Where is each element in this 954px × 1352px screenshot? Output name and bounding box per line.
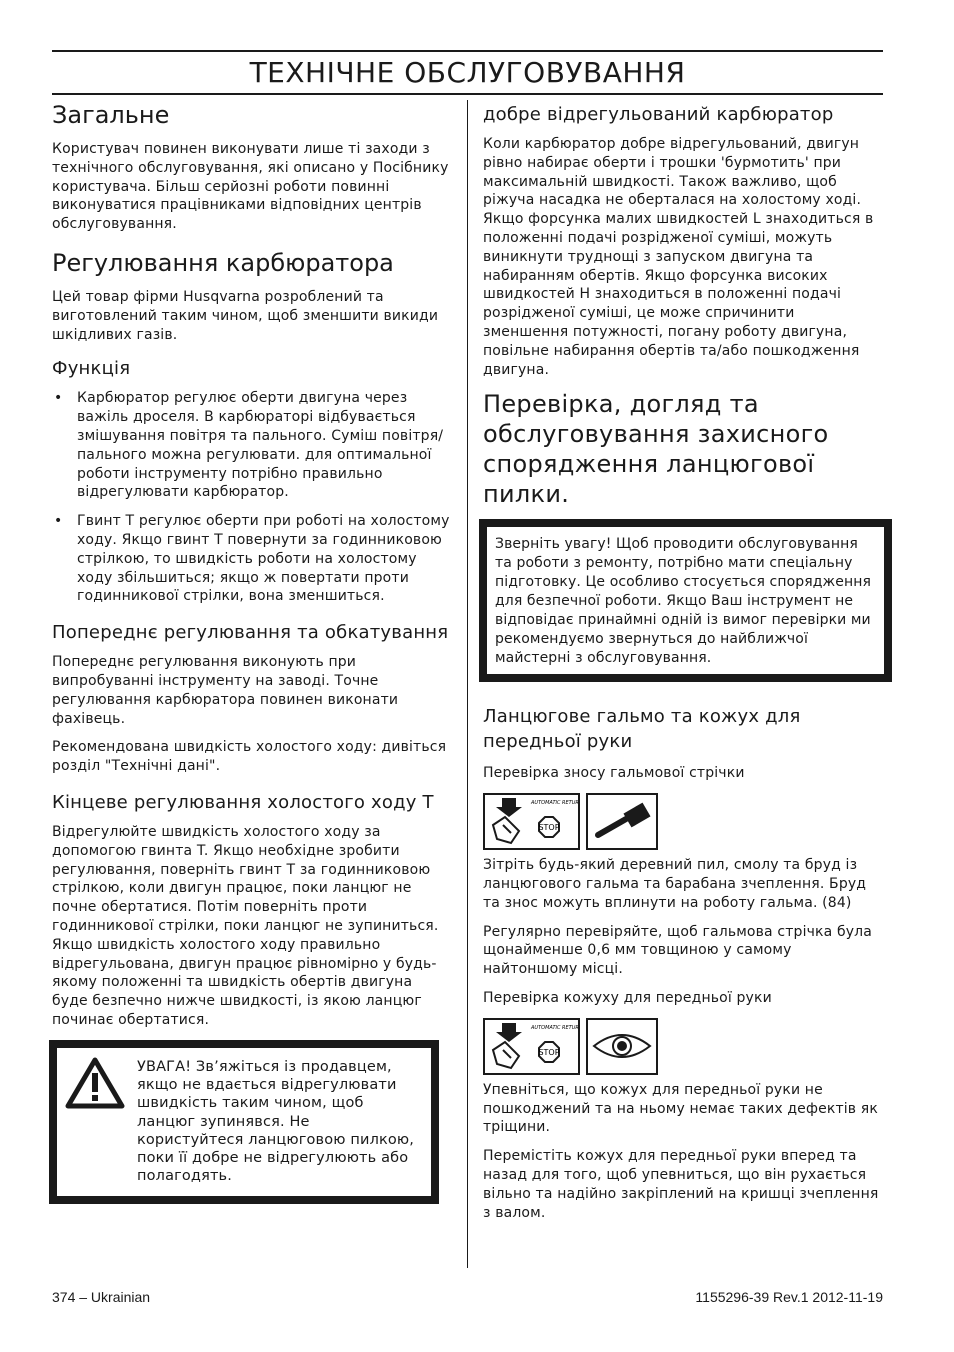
- wear-text-2: Регулярно перевіряйте, щоб гальмова стрічка була щонайменше 0,6 мм товщиною у самому найтоншому місці.: [483, 923, 873, 978]
- automatic-return-label: AUTOMATIC RETURN: [531, 1024, 578, 1031]
- tuned-text: Коли карбюратор добре відрегульований, двигун рівно набирає оберти і трошки 'бурмотить' при максимальній швидкості. Також важливо, щоб ріжуча насадка не оберталася на холостому ході. Якщо форсунка малих швидкостей L знаходиться в положенні подачі розрідженої суміші, можуть виникнути труднощі з запуском двигуна та набиранням обертів. Якщо форсунка високих швидкостей H знаходиться в положенні подачі розрідженої суміші, це може спричинити зменшення потужності, погану роботу двигуна, повільне набирання обертів та/або пошкодження двигуна.: [483, 136, 874, 378]
- carburettor-text: Цей товар фірми Husqvarna розроблений та виготовлений таким чином, щоб зменшити викиди шкідливих газів.: [52, 288, 439, 343]
- eye-icon: [586, 1018, 658, 1075]
- guard-check-label: Перевірка кожуху для передньої руки: [483, 989, 772, 1006]
- automatic-return-label: AUTOMATIC RETURN: [531, 800, 578, 807]
- list-item: • Карбюратор регулює оберти двигуна через важіль дроселя. В карбюраторі відбувається змішування повітря та пального. Суміш повітря/пального можна регулювати. для оптимальної роботи інструменту потрібно правильно відрегулювати карбюратор.: [54, 390, 444, 501]
- warning-box: [49, 1040, 439, 1204]
- guard-icons: [483, 1018, 883, 1075]
- page-title: ТЕХНІЧНЕ ОБСЛУГОВУВАННЯ: [249, 56, 686, 89]
- stop-label: STOP: [538, 823, 560, 833]
- bullet: •: [54, 390, 63, 407]
- preliminary-text-1: Попереднє регулювання виконують при випробуванні інструменту на заводі. Точне регулювання карбюратора повинен виконати фахівець.: [52, 654, 399, 727]
- warning-text: УВАГА! Зв’яжіться із продавцем, якщо не вдається відрегулювати швидкість таким чином, щоб ланцюг зупинявся. Не користуйтеся ланцюговою пилкою, поки її добре не відрегулюють або полагодять.: [137, 1058, 415, 1185]
- subheading-function: Функція: [52, 358, 131, 380]
- preliminary-text-2: Рекомендована швидкість холостого ходу: дивіться розділ "Технічні дані".: [52, 739, 447, 775]
- bullet: •: [54, 513, 63, 530]
- note-box: [479, 519, 892, 682]
- general-text: Користувач повинен виконувати лише ті заходи з технічного обслуговування, які описано у Посібнику користувача. Більш серйозні роботи повинні виконуватися працівниками відповідних центрів обслуговування.: [52, 141, 449, 233]
- subheading-chain-brake: Ланцюгове гальмо та кожух для передньої руки: [483, 706, 801, 753]
- header-rule-top: [52, 50, 883, 52]
- footer-document-id: 1155296-39 Rev.1 2012-11-19: [695, 1289, 883, 1305]
- subheading-final-idle: Кінцеве регулювання холостого ходу T: [52, 791, 434, 813]
- final-idle-text: Відрегулюйте швидкість холостого ходу за допомогою гвинта T. Якщо необхідне зробити регулювання, поверніть гвинт T за годинниковою стрілкою, коли двигун працює, поки ланцюг не почне обертатися. Потім поверніть проти годинникової стрілки, поки ланцюг не зупиниться. Якщо швидкість холостого ходу правильно відрегульована, двигун працює рівномірно у будь-якому положенні та швидкість обертів двигуна буде безпечно нижче швидкості, із якою ланцюг починає обертатися.: [52, 823, 439, 1028]
- subheading-tuned-carburettor: добре відрегульований карбюратор: [483, 104, 834, 125]
- stop-label: STOP: [538, 1047, 560, 1057]
- note-text: Зверніть увагу! Щоб проводити обслуговування та роботи з ремонту, потрібно мати спеціальну підготовку. Це особливо стосується спорядження для безпечної роботи. Якщо Ваш інструмент не відповідає принаймні одній із вимог перевірки ми рекомендуємо звернуться до найближчої майстерні з обслуговування.: [495, 536, 871, 667]
- header-rule-bottom: [52, 93, 883, 95]
- section-heading-carburettor: Регулювання карбюратора: [52, 248, 394, 277]
- brake-automatic-stop-icon: [483, 793, 580, 850]
- wear-icons: [483, 793, 883, 850]
- warning-triangle-icon: [65, 1056, 125, 1114]
- function-list: [52, 389, 450, 606]
- left-column: [52, 100, 450, 1204]
- section-heading-general: Загальне: [52, 101, 170, 129]
- list-item: • Гвинт T регулює оберти при роботі на холостому ходу. Якщо гвинт T повернути за годинниковою стрілкою, то швидкість роботи на холостому ходу збільшиться; якщо ж повертати проти годинникової стрілки, вона зменшиться.: [54, 513, 450, 605]
- guard-text-1: Упевніться, що кожух для передньої руки не пошкоджений та на ньому немає таких дефектів як тріщини.: [483, 1081, 878, 1136]
- wear-text-1: Зітріть будь-який деревний пил, смолу та бруд із ланцюгового гальма та барабана зчеплення. Бруд та знос можуть вплинути на роботу гальма. (84): [483, 857, 867, 911]
- column-divider: [467, 100, 468, 1268]
- brake-automatic-stop-icon: [483, 1018, 580, 1075]
- right-column: [483, 100, 883, 1232]
- guard-text-2: Перемістіть кожух для передньої руки вперед та назад для того, щоб упевниться, що він рухається вільно та надійно закріплений на кришці зчеплення з валом.: [483, 1148, 879, 1221]
- footer-page-number: 374 – Ukrainian: [52, 1289, 151, 1305]
- section-heading-inspection: Перевірка, догляд та обслуговування захисного спорядження ланцюгової пилки.: [483, 390, 829, 509]
- subheading-preliminary: Попереднє регулювання та обкатування: [52, 622, 449, 644]
- wear-check-label: Перевірка зносу гальмової стрічки: [483, 765, 745, 782]
- brush-icon: [586, 793, 658, 850]
